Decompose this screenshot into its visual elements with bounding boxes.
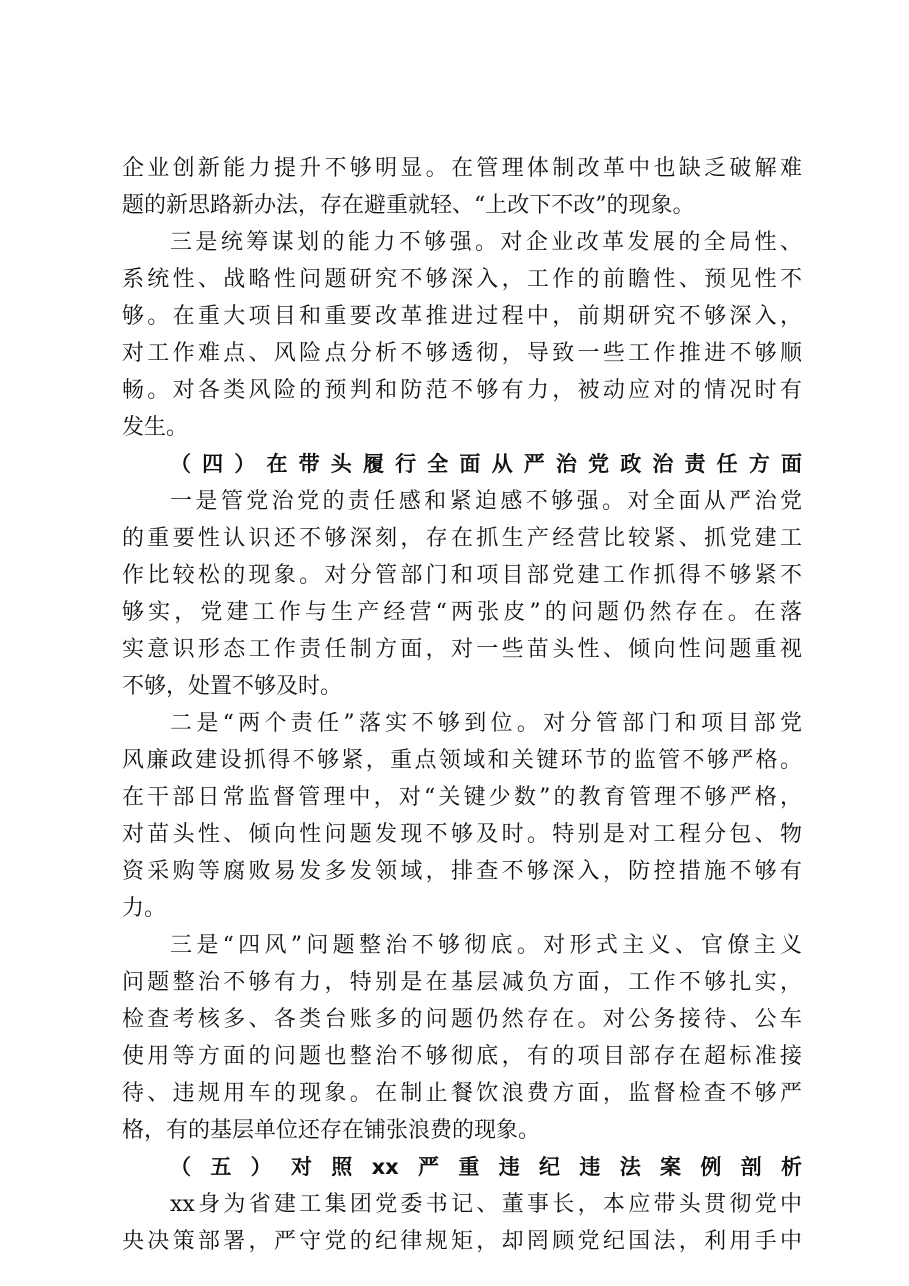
text-line: 在干部日常监督管理中，对“关键少数”的教育管理不够严格， bbox=[122, 785, 802, 810]
text-line: 资采购等腐败易发多发领域，排查不够深入，防控措施不够有 bbox=[122, 859, 802, 884]
text-line: 央决策部署，严守党的纪律规矩，却罔顾党纪国法，利用手中 bbox=[122, 1229, 802, 1254]
text-line: 发生。 bbox=[122, 415, 189, 440]
paragraph-start-line: 二是“两个责任”落实不够到位。对分管部门和项目部党 bbox=[170, 711, 802, 736]
text-line: 够实，党建工作与生产经营“两张皮”的问题仍然存在。在落 bbox=[122, 600, 802, 625]
text-line: 对苗头性、倾向性问题发现不够及时。特别是对工程分包、物 bbox=[122, 822, 802, 847]
text-line: 风廉政建设抓得不够紧，重点领域和关键环节的监管不够严格。 bbox=[122, 748, 802, 773]
text-line: 够。在重大项目和重要改革推进过程中，前期研究不够深入， bbox=[122, 304, 802, 329]
section-heading: （四）在带头履行全面从严治党政治责任方面 bbox=[170, 452, 802, 476]
text-line: 待、违规用车的现象。在制止餐饮浪费方面，监督检查不够严 bbox=[122, 1081, 802, 1106]
text-line: 系统性、战略性问题研究不够深入，工作的前瞻性、预见性不 bbox=[122, 267, 802, 292]
text-line: 不够，处置不够及时。 bbox=[122, 674, 343, 699]
section-heading: （五）对照xx严重违纪违法案例剖析 bbox=[170, 1155, 802, 1179]
text-line: 企业创新能力提升不够明显。在管理体制改革中也缺乏破解难 bbox=[122, 156, 802, 181]
document-body bbox=[122, 150, 802, 1260]
text-line: 力。 bbox=[122, 896, 167, 921]
paragraph-start-line: 三是统筹谋划的能力不够强。对企业改革发展的全局性、 bbox=[170, 230, 802, 255]
paragraph-start-line: xx身为省建工集团党委书记、董事长，本应带头贯彻党中 bbox=[170, 1192, 802, 1217]
text-line: 使用等方面的问题也整治不够彻底，有的项目部存在超标准接 bbox=[122, 1044, 802, 1069]
paragraph-start-line: 一是管党治党的责任感和紧迫感不够强。对全面从严治党 bbox=[170, 489, 802, 514]
text-line: 对工作难点、风险点分析不够透彻，导致一些工作推进不够顺 bbox=[122, 341, 802, 366]
text-line: 实意识形态工作责任制方面，对一些苗头性、倾向性问题重视 bbox=[122, 637, 802, 662]
text-line: 检查考核多、各类台账多的问题仍然存在。对公务接待、公车 bbox=[122, 1007, 802, 1032]
text-line: 问题整治不够有力，特别是在基层减负方面，工作不够扎实， bbox=[122, 970, 802, 995]
text-line: 畅。对各类风险的预判和防范不够有力，被动应对的情况时有 bbox=[122, 378, 802, 403]
text-line: 的重要性认识还不够深刻，存在抓生产经营比较紧、抓党建工 bbox=[122, 526, 802, 551]
text-line: 作比较松的现象。对分管部门和项目部党建工作抓得不够紧不 bbox=[122, 563, 802, 588]
paragraph-start-line: 三是“四风”问题整治不够彻底。对形式主义、官僚主义 bbox=[170, 933, 802, 958]
text-line: 题的新思路新办法，存在避重就轻、“上改下不改”的现象。 bbox=[122, 193, 695, 218]
text-line: 格，有的基层单位还存在铺张浪费的现象。 bbox=[122, 1118, 541, 1143]
